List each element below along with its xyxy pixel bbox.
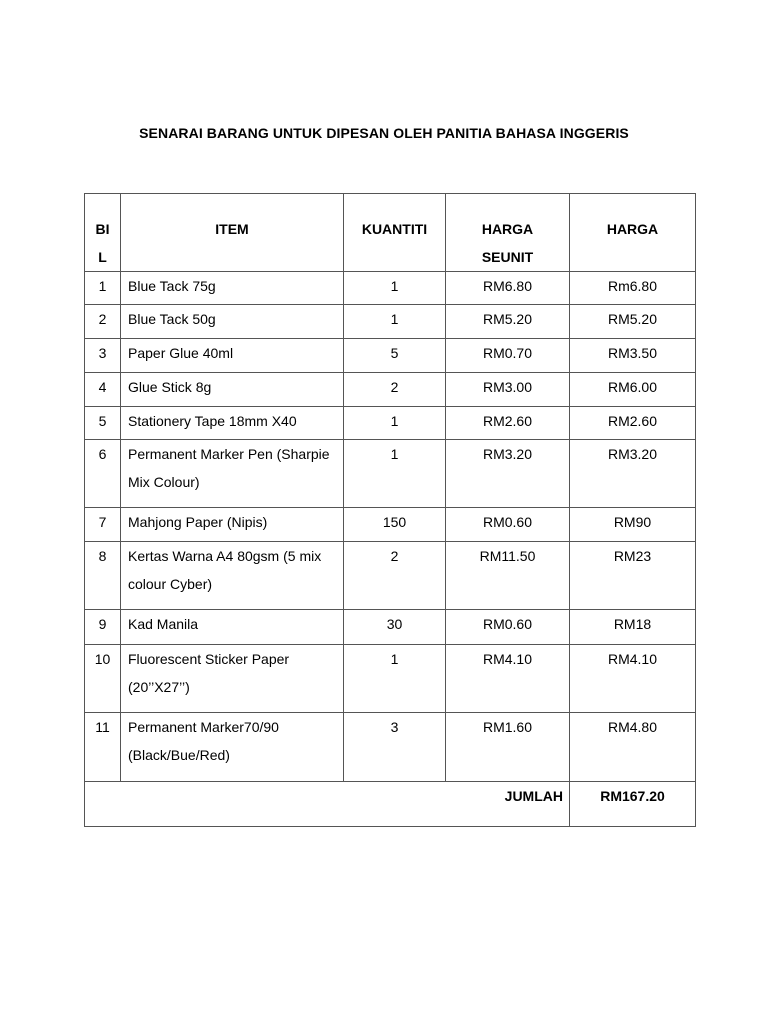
table-row: [85, 305, 696, 339]
total-value: RM167.20: [570, 782, 696, 827]
cell-harga-seunit: RM1.60: [446, 713, 570, 782]
cell-item: Kad Manila: [121, 610, 344, 645]
cell-harga-seunit: RM11.50: [446, 542, 570, 610]
cell-harga-seunit: RM0.60: [446, 508, 570, 542]
cell-bil: 4: [85, 373, 121, 407]
cell-harga-seunit: RM3.00: [446, 373, 570, 407]
cell-bil: 8: [85, 542, 121, 610]
cell-kuantiti: 30: [344, 610, 446, 645]
cell-harga: RM2.60: [570, 407, 696, 440]
cell-harga: RM6.00: [570, 373, 696, 407]
document-title: SENARAI BARANG UNTUK DIPESAN OLEH PANITIA BAHASA INGGERIS: [139, 125, 629, 141]
table-header-row: [85, 194, 696, 272]
cell-harga-seunit: RM6.80: [446, 272, 570, 305]
cell-kuantiti: 1: [344, 645, 446, 713]
cell-kuantiti: 3: [344, 713, 446, 782]
cell-harga: Rm6.80: [570, 272, 696, 305]
cell-item: Fluorescent Sticker Paper (20’’X27’’): [121, 645, 344, 713]
cell-harga: RM3.20: [570, 440, 696, 508]
cell-item: Blue Tack 75g: [121, 272, 344, 305]
header-bil-line1: BI: [95, 221, 110, 237]
header-harga-seunit-line1: HARGA: [481, 221, 534, 237]
cell-harga-seunit: RM5.20: [446, 305, 570, 339]
cell-harga: RM90: [570, 508, 696, 542]
cell-bil: 2: [85, 305, 121, 339]
cell-kuantiti: 5: [344, 339, 446, 373]
table-row: [85, 373, 696, 407]
total-row: [85, 782, 696, 827]
table-row: [85, 610, 696, 645]
cell-bil: 6: [85, 440, 121, 508]
cell-harga: RM23: [570, 542, 696, 610]
cell-kuantiti: 1: [344, 305, 446, 339]
header-bil: [85, 194, 121, 272]
table-row: [85, 407, 696, 440]
cell-bil: 10: [85, 645, 121, 713]
cell-kuantiti: 150: [344, 508, 446, 542]
header-kuantiti: KUANTITI: [344, 194, 446, 272]
table-row: [85, 713, 696, 782]
cell-item: Paper Glue 40ml: [121, 339, 344, 373]
cell-harga-seunit: RM3.20: [446, 440, 570, 508]
cell-bil: 1: [85, 272, 121, 305]
cell-item: Stationery Tape 18mm X40: [121, 407, 344, 440]
table-row: [85, 339, 696, 373]
header-harga-seunit: [446, 194, 570, 272]
header-harga: HARGA: [570, 194, 696, 272]
cell-bil: 3: [85, 339, 121, 373]
table-row: [85, 272, 696, 305]
cell-kuantiti: 1: [344, 407, 446, 440]
cell-bil: 5: [85, 407, 121, 440]
total-label: JUMLAH: [85, 782, 570, 827]
header-item: ITEM: [121, 194, 344, 272]
cell-harga: RM5.20: [570, 305, 696, 339]
order-table: [84, 193, 696, 827]
cell-harga-seunit: RM0.70: [446, 339, 570, 373]
header-bil-line2: L: [98, 249, 107, 265]
cell-harga: RM3.50: [570, 339, 696, 373]
table-row: [85, 440, 696, 508]
cell-kuantiti: 1: [344, 440, 446, 508]
cell-harga-seunit: RM0.60: [446, 610, 570, 645]
cell-harga-seunit: RM2.60: [446, 407, 570, 440]
table-row: [85, 508, 696, 542]
cell-kuantiti: 1: [344, 272, 446, 305]
cell-harga: RM4.80: [570, 713, 696, 782]
table-row: [85, 645, 696, 713]
cell-bil: 11: [85, 713, 121, 782]
cell-bil: 7: [85, 508, 121, 542]
cell-item: Glue Stick 8g: [121, 373, 344, 407]
cell-item: Kertas Warna A4 80gsm (5 mix colour Cyber): [121, 542, 344, 610]
cell-item: Blue Tack 50g: [121, 305, 344, 339]
cell-harga: RM4.10: [570, 645, 696, 713]
table-row: [85, 542, 696, 610]
cell-item: Permanent Marker Pen (Sharpie Mix Colour): [121, 440, 344, 508]
header-harga-seunit-line2: SEUNIT: [481, 249, 534, 265]
cell-harga: RM18: [570, 610, 696, 645]
cell-kuantiti: 2: [344, 542, 446, 610]
cell-item: Mahjong Paper (Nipis): [121, 508, 344, 542]
cell-item: Permanent Marker70/90 (Black/Bue/Red): [121, 713, 344, 782]
cell-kuantiti: 2: [344, 373, 446, 407]
cell-bil: 9: [85, 610, 121, 645]
cell-harga-seunit: RM4.10: [446, 645, 570, 713]
